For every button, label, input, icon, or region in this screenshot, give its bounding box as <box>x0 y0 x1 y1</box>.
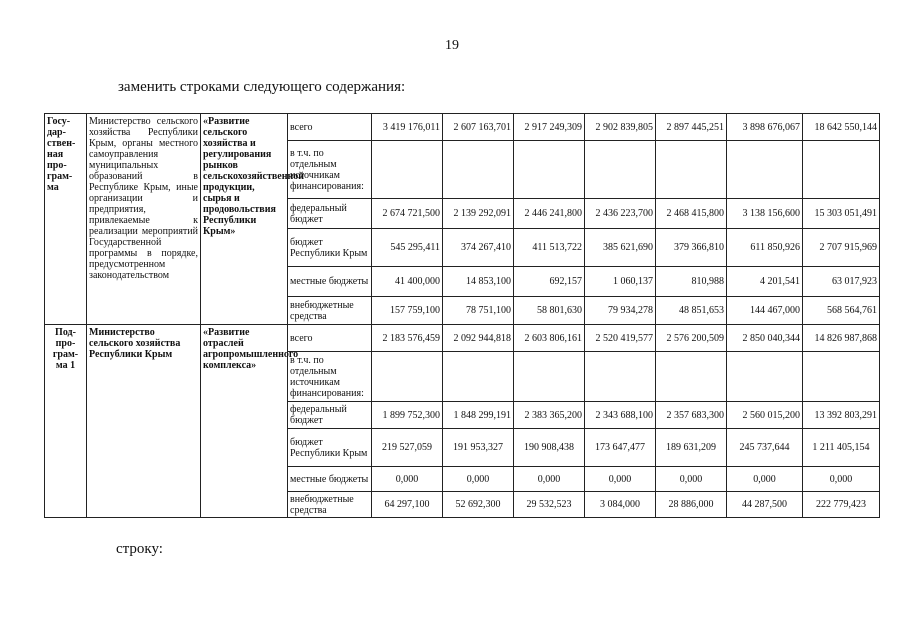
value-cell <box>443 352 514 402</box>
value-cell: 379 366,810 <box>656 229 727 267</box>
funding-table <box>44 113 880 518</box>
program-name-cell: «Развитие отраслей агропромышленного комплекса» <box>201 325 288 518</box>
value-cell <box>585 352 656 402</box>
value-cell: 2 603 806,161 <box>514 325 585 352</box>
value-cell: 0,000 <box>585 467 656 492</box>
source-cell: местные бюджеты <box>288 467 372 492</box>
value-cell: 190 908,438 <box>514 429 585 467</box>
total-cell: 18 642 550,144 <box>803 114 880 141</box>
value-cell: 2 607 163,701 <box>443 114 514 141</box>
value-cell: 545 295,411 <box>372 229 443 267</box>
value-cell <box>727 141 803 199</box>
value-cell: 64 297,100 <box>372 492 443 518</box>
source-cell: федеральный бюджет <box>288 402 372 429</box>
value-cell: 2 092 944,818 <box>443 325 514 352</box>
value-cell: 2 897 445,251 <box>656 114 727 141</box>
block-0 <box>45 114 880 325</box>
total-cell: 222 779,423 <box>803 492 880 518</box>
program-name-cell: «Развитие сельского хозяйства и регулирования рынков сельскохозяйственной продукции, сырья и продовольствия Республики Крым» <box>201 114 288 325</box>
value-cell: 0,000 <box>656 467 727 492</box>
value-cell: 0,000 <box>727 467 803 492</box>
intro-text: заменить строками следующего содержания: <box>118 79 406 95</box>
program-label: Под- про- грам- ма 1 <box>45 325 87 518</box>
value-cell: 2 902 839,805 <box>585 114 656 141</box>
value-cell: 29 532,523 <box>514 492 585 518</box>
source-cell: бюджет Республики Крым <box>288 229 372 267</box>
value-cell: 78 751,100 <box>443 297 514 325</box>
value-cell: 1 899 752,300 <box>372 402 443 429</box>
source-cell: местные бюджеты <box>288 267 372 297</box>
value-cell: 52 692,300 <box>443 492 514 518</box>
source-cell: внебюджетные средства <box>288 297 372 325</box>
value-cell: 191 953,327 <box>443 429 514 467</box>
value-cell: 2 674 721,500 <box>372 199 443 229</box>
total-cell: 2 707 915,969 <box>803 229 880 267</box>
value-cell: 2 520 419,577 <box>585 325 656 352</box>
value-cell <box>514 352 585 402</box>
value-cell: 2 850 040,344 <box>727 325 803 352</box>
total-cell: 1 211 405,154 <box>803 429 880 467</box>
page-number: 19 <box>445 38 459 53</box>
value-cell: 48 851,653 <box>656 297 727 325</box>
value-cell: 1 848 299,191 <box>443 402 514 429</box>
value-cell: 3 084,000 <box>585 492 656 518</box>
value-cell: 189 631,209 <box>656 429 727 467</box>
value-cell: 810,988 <box>656 267 727 297</box>
value-cell: 2 183 576,459 <box>372 325 443 352</box>
value-cell: 219 527,059 <box>372 429 443 467</box>
value-cell: 2 917 249,309 <box>514 114 585 141</box>
value-cell: 0,000 <box>372 467 443 492</box>
value-cell: 0,000 <box>514 467 585 492</box>
value-cell <box>727 352 803 402</box>
total-cell: 568 564,761 <box>803 297 880 325</box>
outro-text: строку: <box>116 541 163 557</box>
total-cell: 14 826 987,868 <box>803 325 880 352</box>
value-cell: 2 576 200,509 <box>656 325 727 352</box>
executor-cell: Министерство сельского хозяйства Республики Крым, органы местного самоуправления муниципальных образований в Республике Крым, иные организации и предприятия, привлекаемые к реализации мероприятий Государственной программы в порядке, предусмотренном законодательством <box>87 114 201 325</box>
value-cell: 1 060,137 <box>585 267 656 297</box>
value-cell: 4 201,541 <box>727 267 803 297</box>
value-cell: 2 468 415,800 <box>656 199 727 229</box>
value-cell: 2 357 683,300 <box>656 402 727 429</box>
value-cell: 245 737,644 <box>727 429 803 467</box>
source-cell: в т.ч. по отдельным источникам финансирования: <box>288 141 372 199</box>
value-cell: 41 400,000 <box>372 267 443 297</box>
value-cell: 3 898 676,067 <box>727 114 803 141</box>
value-cell <box>372 141 443 199</box>
block-1 <box>45 325 880 518</box>
value-cell: 58 801,630 <box>514 297 585 325</box>
value-cell: 2 383 365,200 <box>514 402 585 429</box>
value-cell: 2 436 223,700 <box>585 199 656 229</box>
total-cell: 15 303 051,491 <box>803 199 880 229</box>
value-cell: 44 287,500 <box>727 492 803 518</box>
source-cell: всего <box>288 325 372 352</box>
total-cell: 13 392 803,291 <box>803 402 880 429</box>
value-cell <box>372 352 443 402</box>
source-cell: федеральный бюджет <box>288 199 372 229</box>
value-cell <box>656 141 727 199</box>
value-cell: 411 513,722 <box>514 229 585 267</box>
total-cell: 0,000 <box>803 467 880 492</box>
value-cell <box>656 352 727 402</box>
total-cell: 63 017,923 <box>803 267 880 297</box>
program-label: Госу- дар- ствен- ная про- грам- ма <box>45 114 87 325</box>
value-cell: 28 886,000 <box>656 492 727 518</box>
value-cell: 79 934,278 <box>585 297 656 325</box>
value-cell: 144 467,000 <box>727 297 803 325</box>
total-cell <box>803 141 880 199</box>
value-cell: 173 647,477 <box>585 429 656 467</box>
source-cell: внебюджетные средства <box>288 492 372 518</box>
value-cell: 692,157 <box>514 267 585 297</box>
value-cell: 3 138 156,600 <box>727 199 803 229</box>
total-cell <box>803 352 880 402</box>
value-cell: 3 419 176,011 <box>372 114 443 141</box>
value-cell: 0,000 <box>443 467 514 492</box>
executor-cell: Министерство сельского хозяйства Республики Крым <box>87 325 201 518</box>
value-cell <box>443 141 514 199</box>
source-cell: всего <box>288 114 372 141</box>
value-cell: 2 343 688,100 <box>585 402 656 429</box>
value-cell: 14 853,100 <box>443 267 514 297</box>
value-cell: 157 759,100 <box>372 297 443 325</box>
source-cell: в т.ч. по отдельным источникам финансирования: <box>288 352 372 402</box>
source-cell: бюджет Республики Крым <box>288 429 372 467</box>
value-cell: 611 850,926 <box>727 229 803 267</box>
value-cell: 385 621,690 <box>585 229 656 267</box>
value-cell <box>585 141 656 199</box>
value-cell: 2 560 015,200 <box>727 402 803 429</box>
value-cell: 2 139 292,091 <box>443 199 514 229</box>
value-cell: 2 446 241,800 <box>514 199 585 229</box>
value-cell: 374 267,410 <box>443 229 514 267</box>
value-cell <box>514 141 585 199</box>
